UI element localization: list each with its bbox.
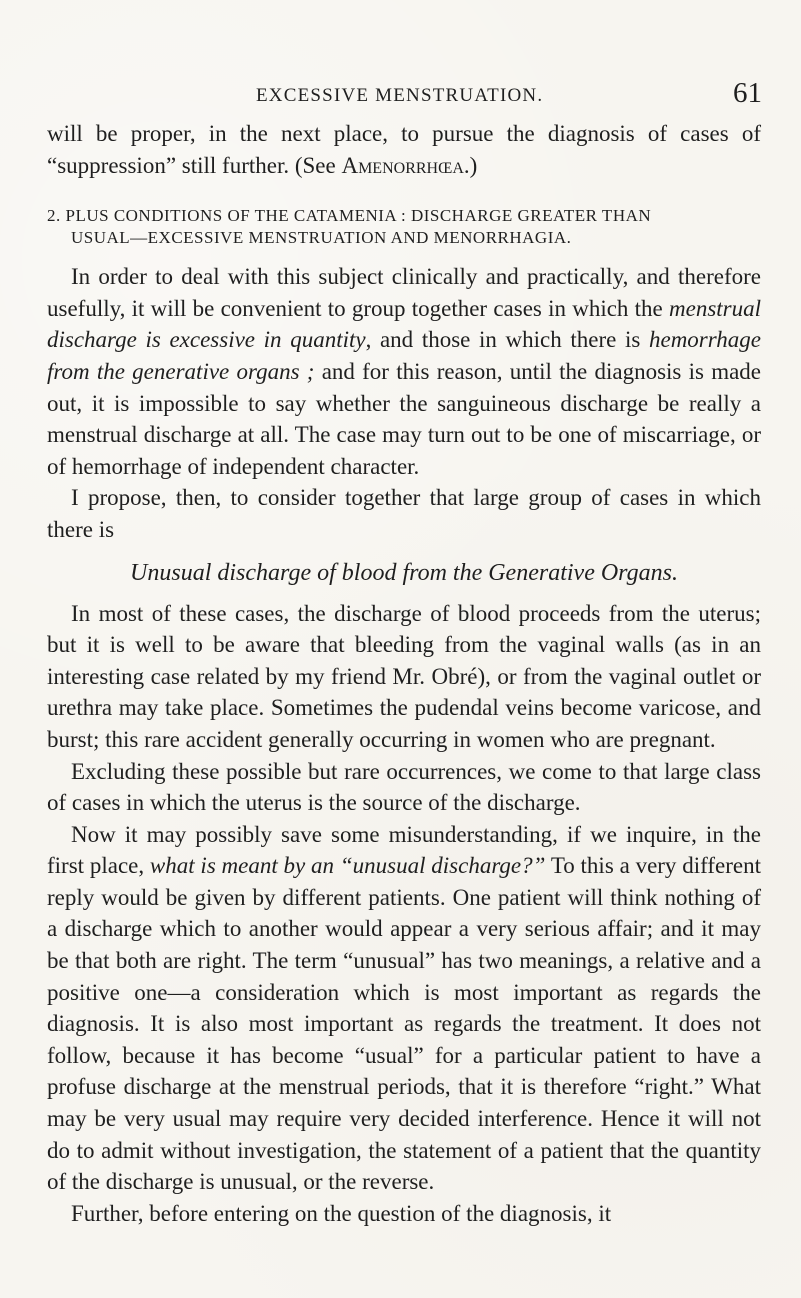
emphasis-text: what is meant by an bbox=[149, 853, 335, 879]
paragraph-text: will be proper, in the next place, to pursue the diagnosis of cases of “suppression” still further. (See bbox=[47, 121, 761, 178]
paragraph-text: , and those in which there is bbox=[365, 327, 649, 353]
paragraph-proposal: I propose, then, to consider together that large group of cases in which there is bbox=[47, 485, 761, 542]
paragraph-text: In order to deal with this subject clinically and practically, and therefore usefully, it will be convenient to group together cases in which the bbox=[47, 264, 761, 321]
paragraph-continuation bbox=[47, 118, 761, 181]
running-head: EXCESSIVE MENSTRUATION. bbox=[256, 85, 544, 106]
section-heading-line-1: 2. PLUS CONDITIONS OF THE CATAMENIA : DISCHARGE GREATER THAN bbox=[47, 206, 652, 226]
page-header bbox=[222, 73, 762, 107]
subheading: Unusual discharge of blood from the Generative Organs. bbox=[130, 559, 678, 586]
emphasis-text: menstrual discharge is excessive in quantity bbox=[47, 295, 761, 353]
cross-reference: Amenorrhœa bbox=[341, 152, 464, 178]
paragraph-sources: In most of these cases, the discharge of blood proceeds from the uterus; but it is well to be aware that bleeding from the vaginal walls (as in an interesting case related by my friend Mr. Obré), or from the vaginal outlet or urethra may take place. Sometimes the pudendal veins become varicose, and burst; this rare accident generally occurring in women who are pregnant. bbox=[47, 600, 761, 752]
page-content bbox=[47, 118, 761, 1229]
page-number: 61 bbox=[733, 77, 762, 109]
section-heading-line-2: USUAL—EXCESSIVE MENSTRUATION AND MENORRHAGIA. bbox=[71, 228, 572, 248]
paragraph-intro bbox=[47, 261, 761, 482]
emphasis-text: hemorrhage from the generative organs ; bbox=[47, 327, 761, 384]
paragraph-text: Now it may possibly save some misunderstanding, if we inquire, in the first place, bbox=[47, 821, 761, 879]
paragraph-text: .) bbox=[463, 152, 478, 178]
section-heading bbox=[47, 205, 761, 249]
quoted-emphasis: “unusual discharge?” bbox=[339, 853, 546, 879]
paragraph-final-line: Further, before entering on the question of the diagnosis, it bbox=[71, 1200, 612, 1226]
paragraph-text: and for this reason, until the diagnosis is made out, it is impossible to say whether the sanguineous discharge be really a menstrual discharge at all. The case may turn out to be one of miscarriage, or of hemorrhage of independent character. bbox=[47, 358, 762, 479]
paragraph-text: To this a very different reply would be given by different patients. One patient will think nothing of a discharge which to another would appear a very serious affair; and it may be that both are right. The term “unusual” has two meanings, a relative and a positive one—a consideration which is most important as regards the diagnosis. It is also most important as regards the treatment. It does not follow, because it has become “usual” for a particular patient to have a profuse discharge at the menstrual periods, that it is therefore “right.” What may be very usual may require very decided interference. Hence it will not do to admit without investigation, the statement of a patient that the quantity of the discharge is unusual, or the reverse. bbox=[47, 853, 761, 1195]
paragraph-definition bbox=[47, 819, 761, 1198]
paragraph-exclusions: Excluding these possible but rare occurrences, we come to that large class of cases in which the uterus is the source of the discharge. bbox=[47, 758, 761, 816]
